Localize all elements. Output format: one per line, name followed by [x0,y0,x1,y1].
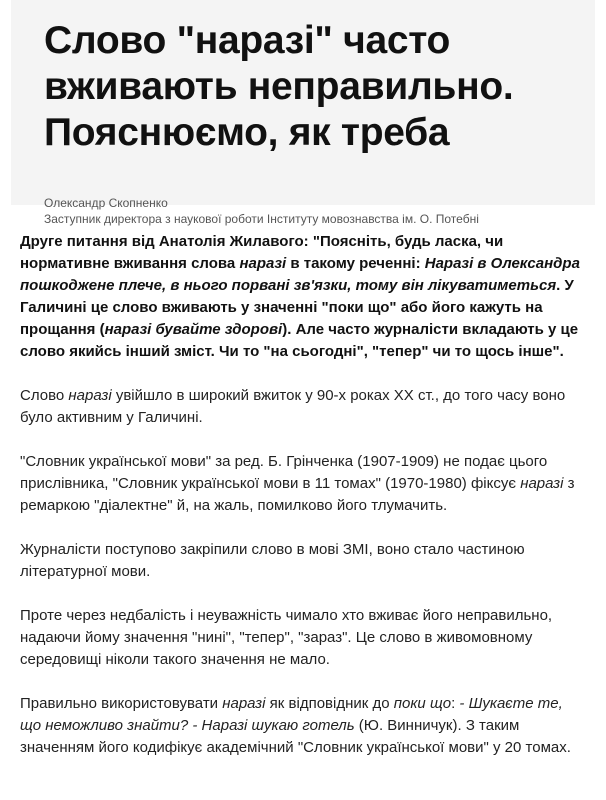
lead-italic-example: наразі бувайте здорові [104,321,283,338]
author-block [44,195,562,227]
article-title: Слово "наразі" часто вживають неправильно. Пояснюємо, як треба [44,19,514,154]
italic-word: наразі [520,475,564,492]
lead-paragraph [20,231,586,363]
lead-italic-example: Наразі в Олександра пошкоджене плече, в нього порвані зв'язки, тому він лікуватиметься [20,255,580,294]
paragraph-4 [20,605,586,671]
paragraph-text: Слово [20,387,69,404]
paragraph-text: Правильно використовувати [20,695,223,712]
paragraph-text: Проте через недбалість і неуважність чимало хто вживає його неправильно, надаючи йому значення "нині", "тепер", "зараз". Це слово в живомовному середовищі ніколи такого значення не мало. [20,607,553,668]
lead-italic-word: наразі [239,255,287,272]
lead-text: в такому реченні: [286,255,425,272]
paragraph-text: увійшло в широкий вжиток у 90-х роках XX ст., до того часу воно було активним у Галичині. [20,387,566,426]
paragraph-text: : [451,695,460,712]
paragraph-3 [20,539,586,583]
paragraph-text: "Словник української мови" за ред. Б. Грінченка (1907-1909) не подає цього прислівника, "Словник української мови в 11 томах" (1970-1980) фіксує [20,453,548,492]
lead-text: Друге питання від Анатолія Жилавого: "Поясніть, будь ласка, чи нормативне вживання слова [20,233,504,272]
paragraph-text: (Ю. Винничук). З таким значенням його кодифікує академічний "Словник української мови" у 20 томах. [20,717,571,756]
author-position: Заступник директора з наукової роботи Інституту мовознавства ім. О. Потебні [44,212,479,226]
lead-text: ). Але часто журналісти вкладають у це слово якийсь інший зміст. Чи то "на сьогодні", "тепер" чи то щось інше". [20,321,579,360]
paragraph-1 [20,385,586,429]
paragraph-text: з ремаркою "діалектне" й, на жаль, помилково його тлумачить. [20,475,575,514]
paragraph-text: як відповідник до [265,695,394,712]
italic-word: наразі [222,695,266,712]
italic-word: поки що [393,695,452,712]
italic-word: наразі [68,387,112,404]
paragraph-2 [20,451,586,517]
italic-example: - Шукаєте те, що неможливо знайти? - Наразі шукаю готель [20,695,563,734]
article-body [0,231,606,759]
author-name[interactable]: Олександр Скопненко [44,196,168,210]
lead-text: . У Галичині це слово вживають у значенні "поки що" або його кажуть на прощання ( [20,277,574,338]
paragraph-5 [20,693,586,759]
article-header [11,0,595,226]
paragraph-text: Журналісти поступово закріпили слово в мові ЗМІ, воно стало частиною літературної мови. [20,541,525,580]
